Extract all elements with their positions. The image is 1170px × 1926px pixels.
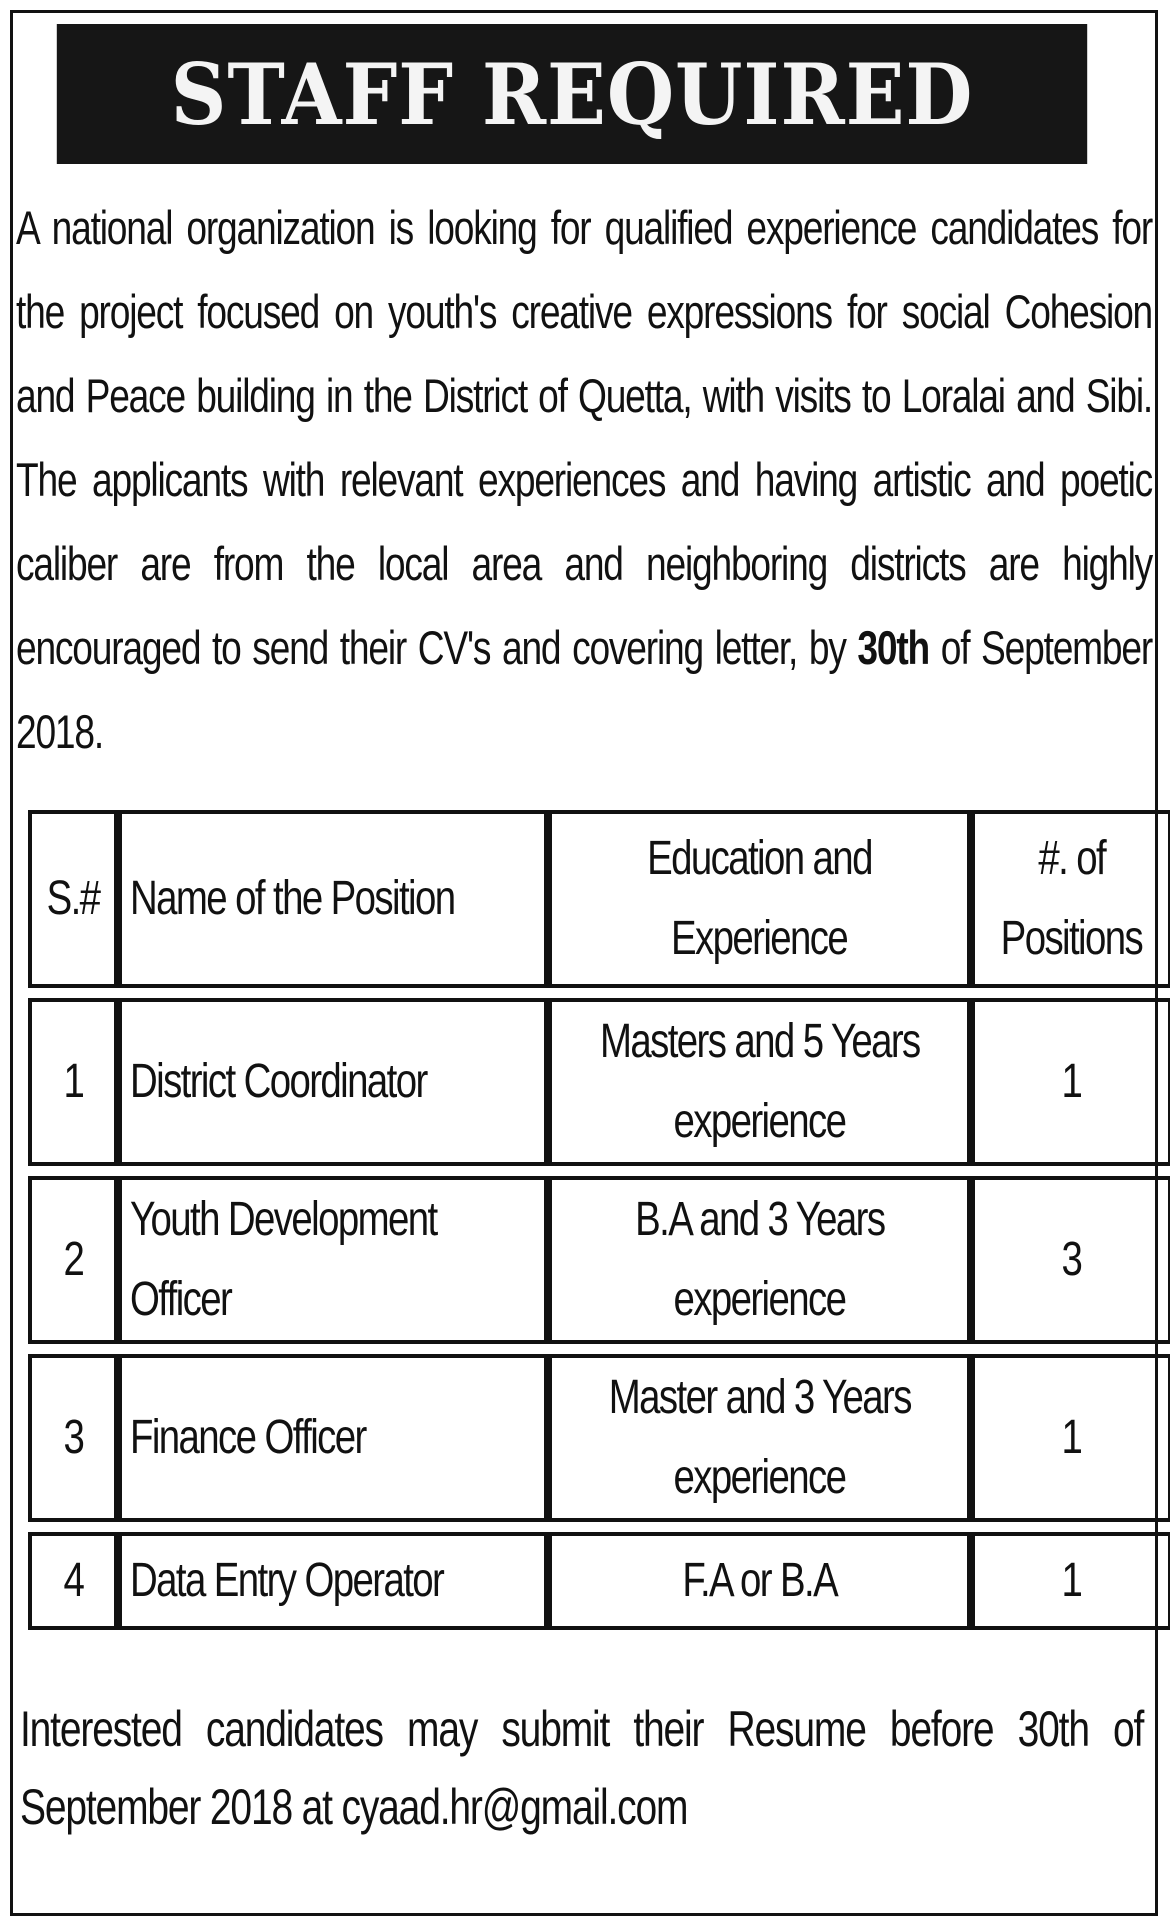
- row-serial: 2: [28, 1176, 118, 1344]
- footer-contact-text: Interested candidates may submit their Resume before 30th of September 2018 at cyaad.hr@gmail.com: [20, 1701, 1144, 1835]
- positions-table: [28, 800, 1170, 1640]
- row-count: 1: [971, 1354, 1170, 1522]
- row-position-name: Finance Officer: [118, 1354, 548, 1522]
- table-header-row: [28, 810, 1170, 988]
- row-position-name: District Coordinator: [118, 998, 548, 1166]
- row-education: F.A or B.A: [548, 1532, 972, 1630]
- table-row: [28, 1532, 1170, 1630]
- intro-text-part2: of September 2018.: [16, 621, 1153, 758]
- row-serial: 4: [28, 1532, 118, 1630]
- row-count: 1: [971, 998, 1170, 1166]
- intro-paragraph: [16, 186, 1152, 774]
- row-serial: 3: [28, 1354, 118, 1522]
- header-position-name: Name of the Position: [118, 810, 548, 988]
- row-count: 3: [971, 1176, 1170, 1344]
- table-row: [28, 1354, 1170, 1522]
- ad-title: STAFF REQUIRED: [170, 44, 974, 144]
- table-row: [28, 1176, 1170, 1344]
- header-education: Education and Experience: [548, 810, 972, 988]
- row-position-name: Data Entry Operator: [118, 1532, 548, 1630]
- row-serial: 1: [28, 998, 118, 1166]
- ad-title-banner: [57, 24, 1087, 164]
- row-education: Masters and 5 Years experience: [548, 998, 972, 1166]
- row-count: 1: [971, 1532, 1170, 1630]
- row-position-name: Youth Development Officer: [118, 1176, 548, 1344]
- table-row: [28, 998, 1170, 1166]
- header-serial: S.#: [28, 810, 118, 988]
- row-education: B.A and 3 Years experience: [548, 1176, 972, 1344]
- row-education: Master and 3 Years experience: [548, 1354, 972, 1522]
- intro-deadline-day: 30th: [857, 621, 930, 674]
- header-count: #. of Positions: [971, 810, 1170, 988]
- intro-text-part1: A national organization is looking for qualified experience candidates for the project focused on youth's creative expressions for social Cohesion and Peace building in the District of Quetta, with visits to Loralai and Sibi. The applicants with relevant experiences and having artistic and poetic caliber are from the local area and neighboring districts are highly encouraged to send their CV's and covering letter, by: [16, 201, 1153, 674]
